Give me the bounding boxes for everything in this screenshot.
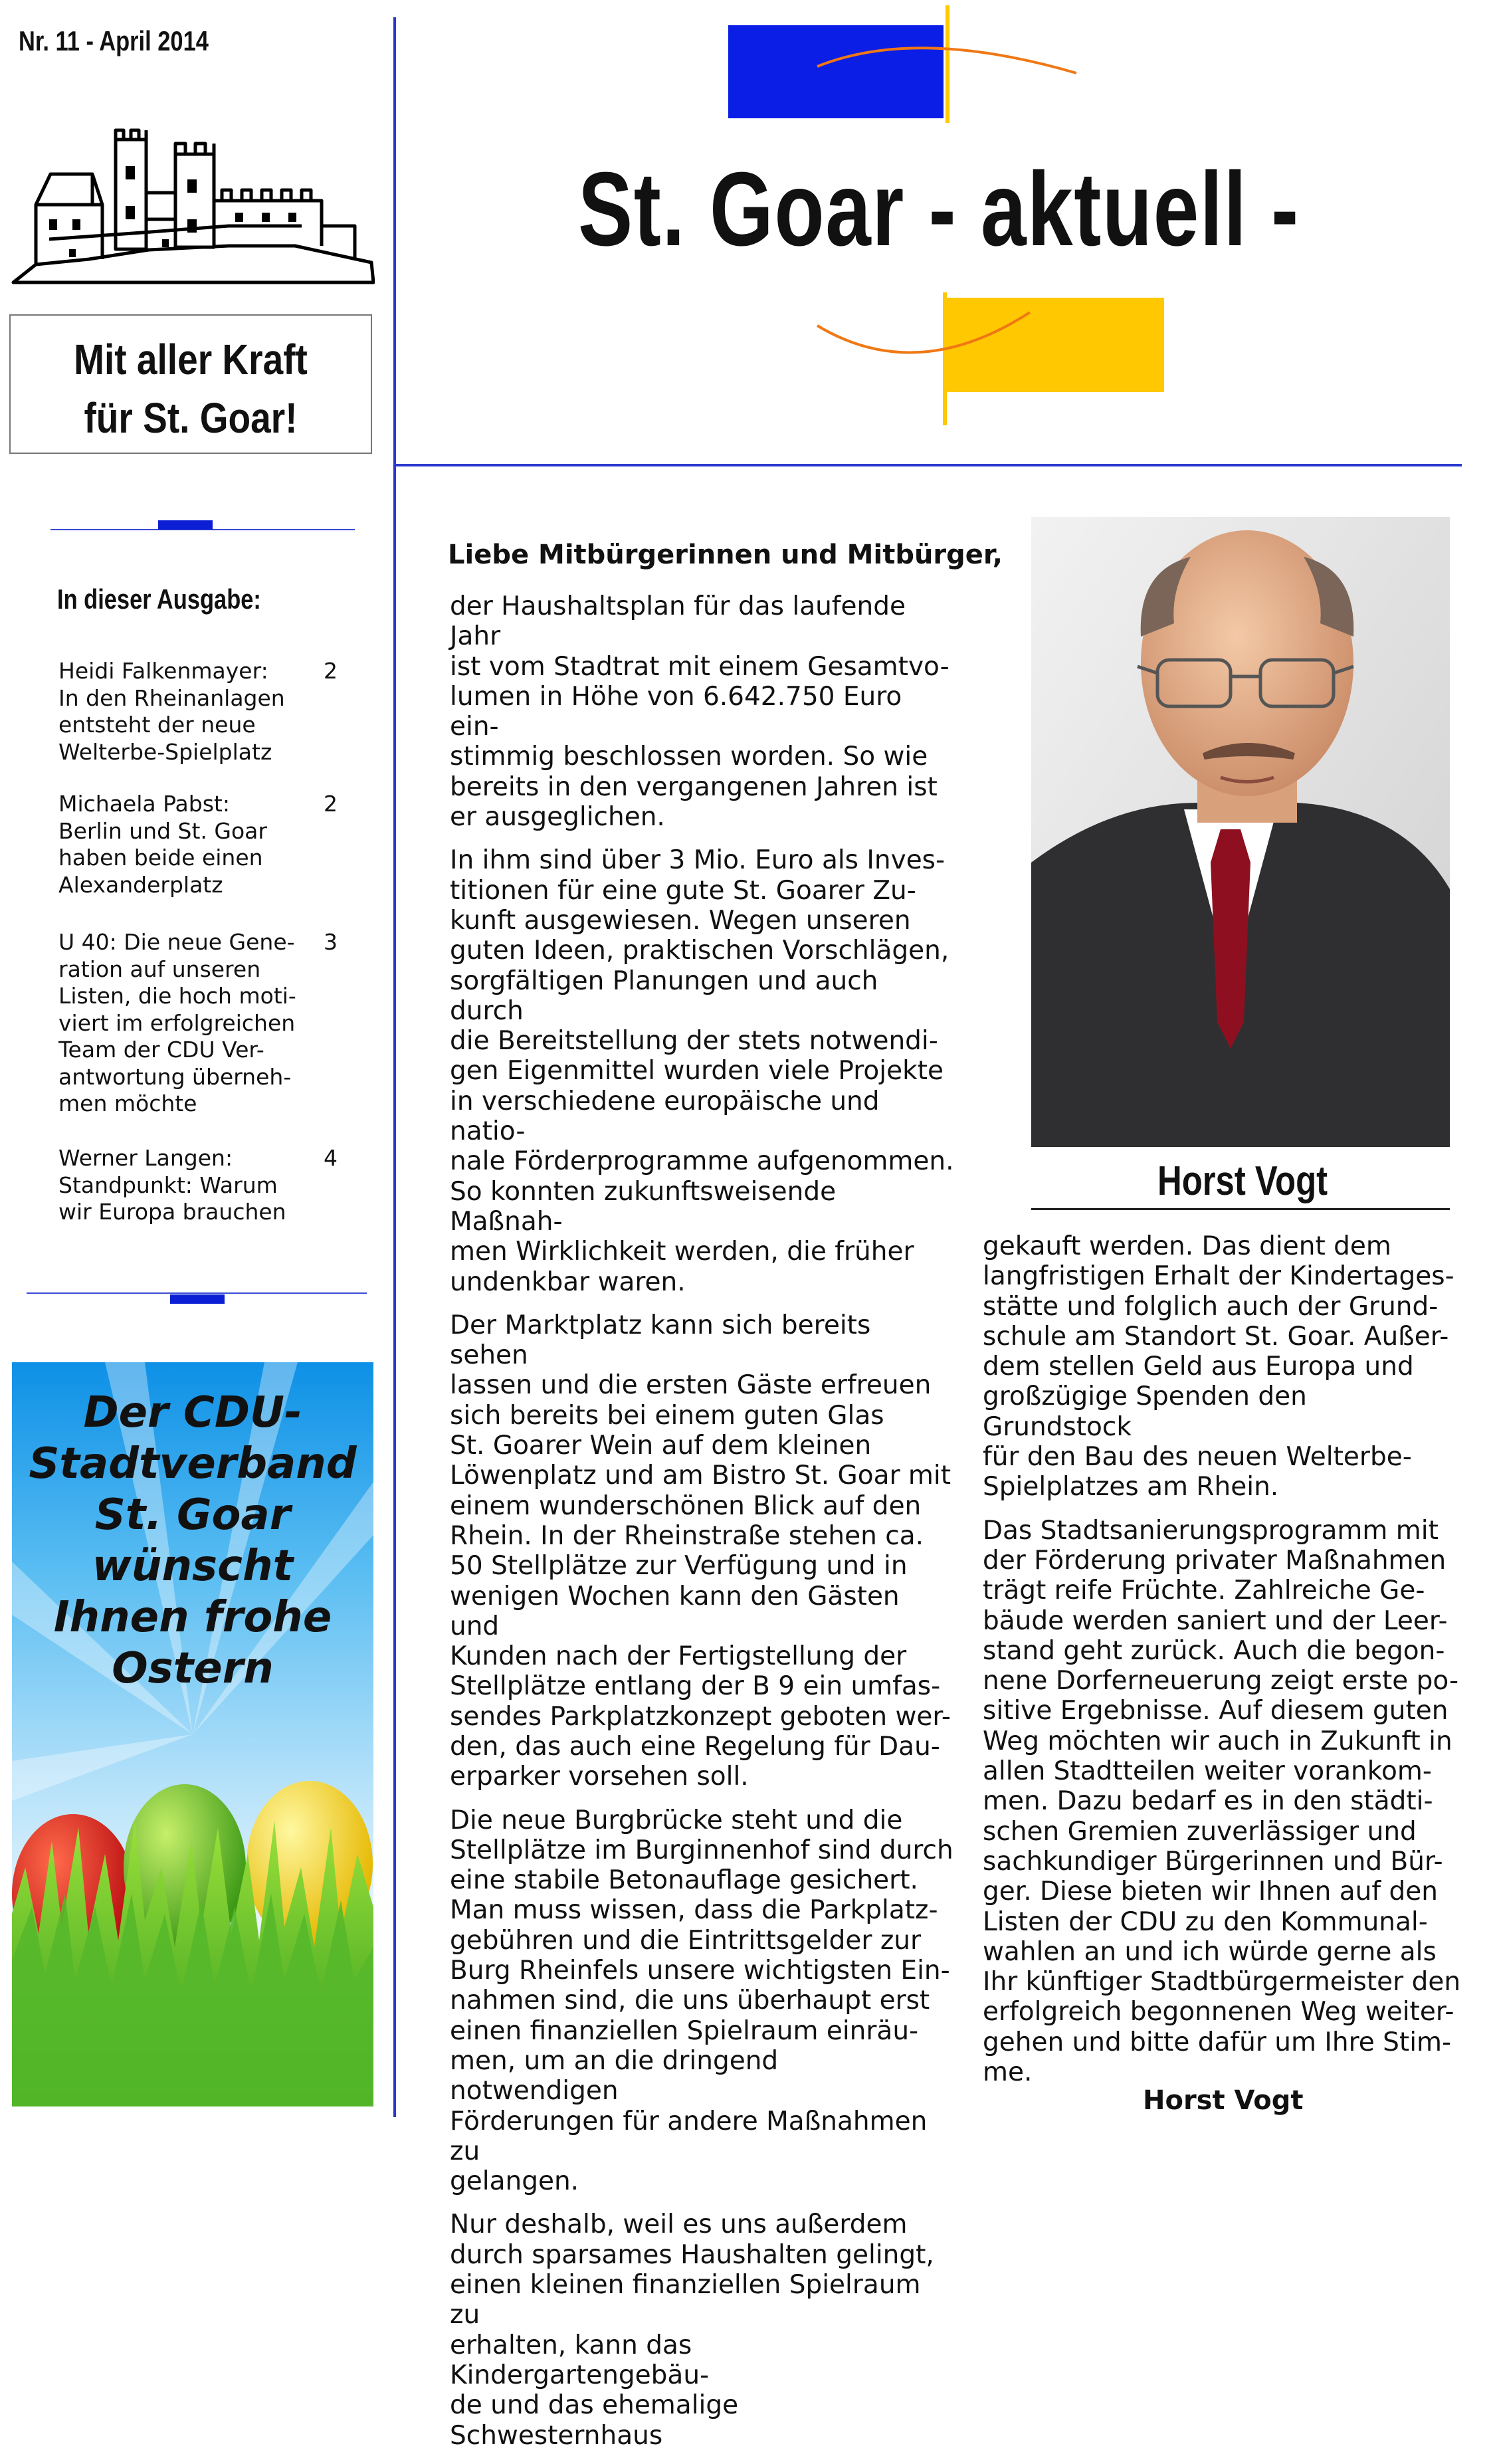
paragraph: In ihm sind über 3 Mio. Euro als Inves- titionen für eine gute St. Goarer Zu- kunft ausgewiesen. Wegen unseren guten Ideen, praktischen Vorschlägen, sorgfältigen Planungen und auch durch die Bereitstellung der stets notwendi- gen Eigenmittel wurden viele Projekte in verschiedene europäische und natio- nale Förderprogramme aufgenommen. So konnten zukunftsweisende Maßnah- men Wirklichkeit werden, die früher undenkbar waren. xyxy=(450,845,954,1297)
article-column-2 xyxy=(983,1231,1461,2101)
toc-item-text: Werner Langen: Standpunkt: Warum wir Europa brauchen xyxy=(58,1145,286,1225)
castle-logo xyxy=(9,126,375,286)
toc-item[interactable] xyxy=(58,658,338,766)
page-title: St. Goar - aktuell - xyxy=(578,151,1300,268)
toc-item[interactable] xyxy=(58,791,338,898)
photo-caption: Horst Vogt xyxy=(1157,1158,1328,1204)
slogan-box xyxy=(9,314,372,454)
paragraph: Der Marktplatz kann sich bereits sehen lassen und die ersten Gäste erfreuen sich bereits bei einem guten Glas St. Goarer Wein auf dem kleinen Löwenplatz und am Bistro St. Goar mit einem wunderschönen Blick auf den Rhein. In der Rheinstraße stehen ca. 50 Stellplätze zur Verfügung und in wenigen Wochen kann den Gästen und Kunden nach der Fertigstellung der Stellplätze entlang der B 9 ein umfas- sendes Parkplatzkonzept geboten wer- den, das auch eine Regelung für Dau- erparker vorsehen soll. xyxy=(450,1310,951,1792)
toc-item[interactable] xyxy=(58,1145,338,1226)
signature: Horst Vogt xyxy=(1143,2085,1304,2116)
caption-rule xyxy=(1031,1208,1450,1210)
article-column-1 xyxy=(450,591,955,2464)
paragraph: gekauft werden. Das dient dem langfristigen Erhalt der Kindertages- stätte und folglich auch der Grund- schule am Standort St. Goar. Außer- dem stellen Geld aus Europa und großzügige Spenden den Grundstock für den Bau des neuen Welterbe- Spielplatzes am Rhein. xyxy=(983,1231,1454,1502)
toc-item-page: 4 xyxy=(324,1145,338,1171)
toc-item-text: U 40: Die neue Gene- ration auf unseren Listen, die hoch moti- viert im erfolgreichen Team der CDU Ver- antwortung überneh- men möchte xyxy=(58,929,296,1116)
toc-item-page: 2 xyxy=(324,658,338,684)
paragraph: Nur deshalb, weil es uns außerdem durch sparsames Haushalten gelingt, einen kleinen finanziellen Spielraum zu erhalten, kann das Kindergartengebäu- de und das ehemalige Schwesternhaus xyxy=(450,2209,934,2451)
column-divider xyxy=(393,17,396,2117)
paragraph: Das Stadtsanierungsprogramm mit der Förderung privater Maßnahmen trägt reife Früchte. Zahlreiche Ge- bäude werden saniert und der Leer- stand geht zurück. Auch die begon- nene Dorferneuerung zeigt erste po- sitive Ergebnisse. Auf diesem guten Weg möchten wir auch in Zukunft in allen Stadtteilen weiter vorankom- men. Dazu bedarf es in den städti- schen Gremien zuverlässiger und sachkundiger Bürgerinnen und Bür- ger. Diese bieten wir Ihnen auf den Listen der CDU zu den Kommunal- wahlen an und ich würde gerne als Ihr künftiger Stadtbürgermeister den erfolgreich begonnenen Weg weiter- gehen und bitte dafür um Ihre Stim- me. xyxy=(983,1515,1461,2088)
easter-greeting-text: Der CDU- Stadtverband St. Goar wünscht Ihnen frohe Ostern xyxy=(29,1388,357,1693)
article-greeting: Liebe Mitbürgerinnen und Mitbürger, xyxy=(448,540,1003,570)
toc-bottom-rule xyxy=(27,1292,367,1294)
paragraph: der Haushaltsplan für das laufende Jahr ist vom Stadtrat mit einem Gesamtvo- lumen in Höhe von 6.642.750 Euro ein- stimmig beschlossen worden. So wie bereits in den vergangenen Jahren ist er ausgeglichen. xyxy=(450,591,949,833)
portrait-photo xyxy=(1031,517,1450,1147)
toc-item-text: Heidi Falkenmayer: In den Rheinanlagen entsteht der neue Welterbe-Spielplatz xyxy=(58,658,285,765)
toc-heading: In dieser Ausgabe: xyxy=(57,583,261,615)
issue-line: Nr. 11 - April 2014 xyxy=(19,25,209,56)
toc-top-rule-mark xyxy=(158,520,213,530)
slogan-text: Mit aller Kraft für St. Goar! xyxy=(74,336,308,442)
toc-bottom-rule-mark xyxy=(170,1294,225,1304)
toc-item-page: 2 xyxy=(324,791,338,817)
easter-greeting-box xyxy=(12,1362,373,2106)
toc-item-page: 3 xyxy=(324,929,338,955)
header-rule xyxy=(393,464,1462,466)
toc-item[interactable] xyxy=(58,929,338,1118)
paragraph: Die neue Burgbrücke steht und die Stellplätze im Burginnenhof sind durch eine stabile Betonauflage gesichert. Man muss wissen, dass die Parkplatz- gebühren und die Eintrittsgelder zur Burg Rheinfels unsere wichtigsten Ein- nahmen sind, die uns überhaupt erst einen finanziellen Spielraum einräu- men, um an die dringend notwendigen Förderungen für andere Maßnahmen zu gelangen. xyxy=(450,1805,953,2197)
toc-item-text: Michaela Pabst: Berlin und St. Goar haben beide einen Alexanderplatz xyxy=(58,791,267,898)
